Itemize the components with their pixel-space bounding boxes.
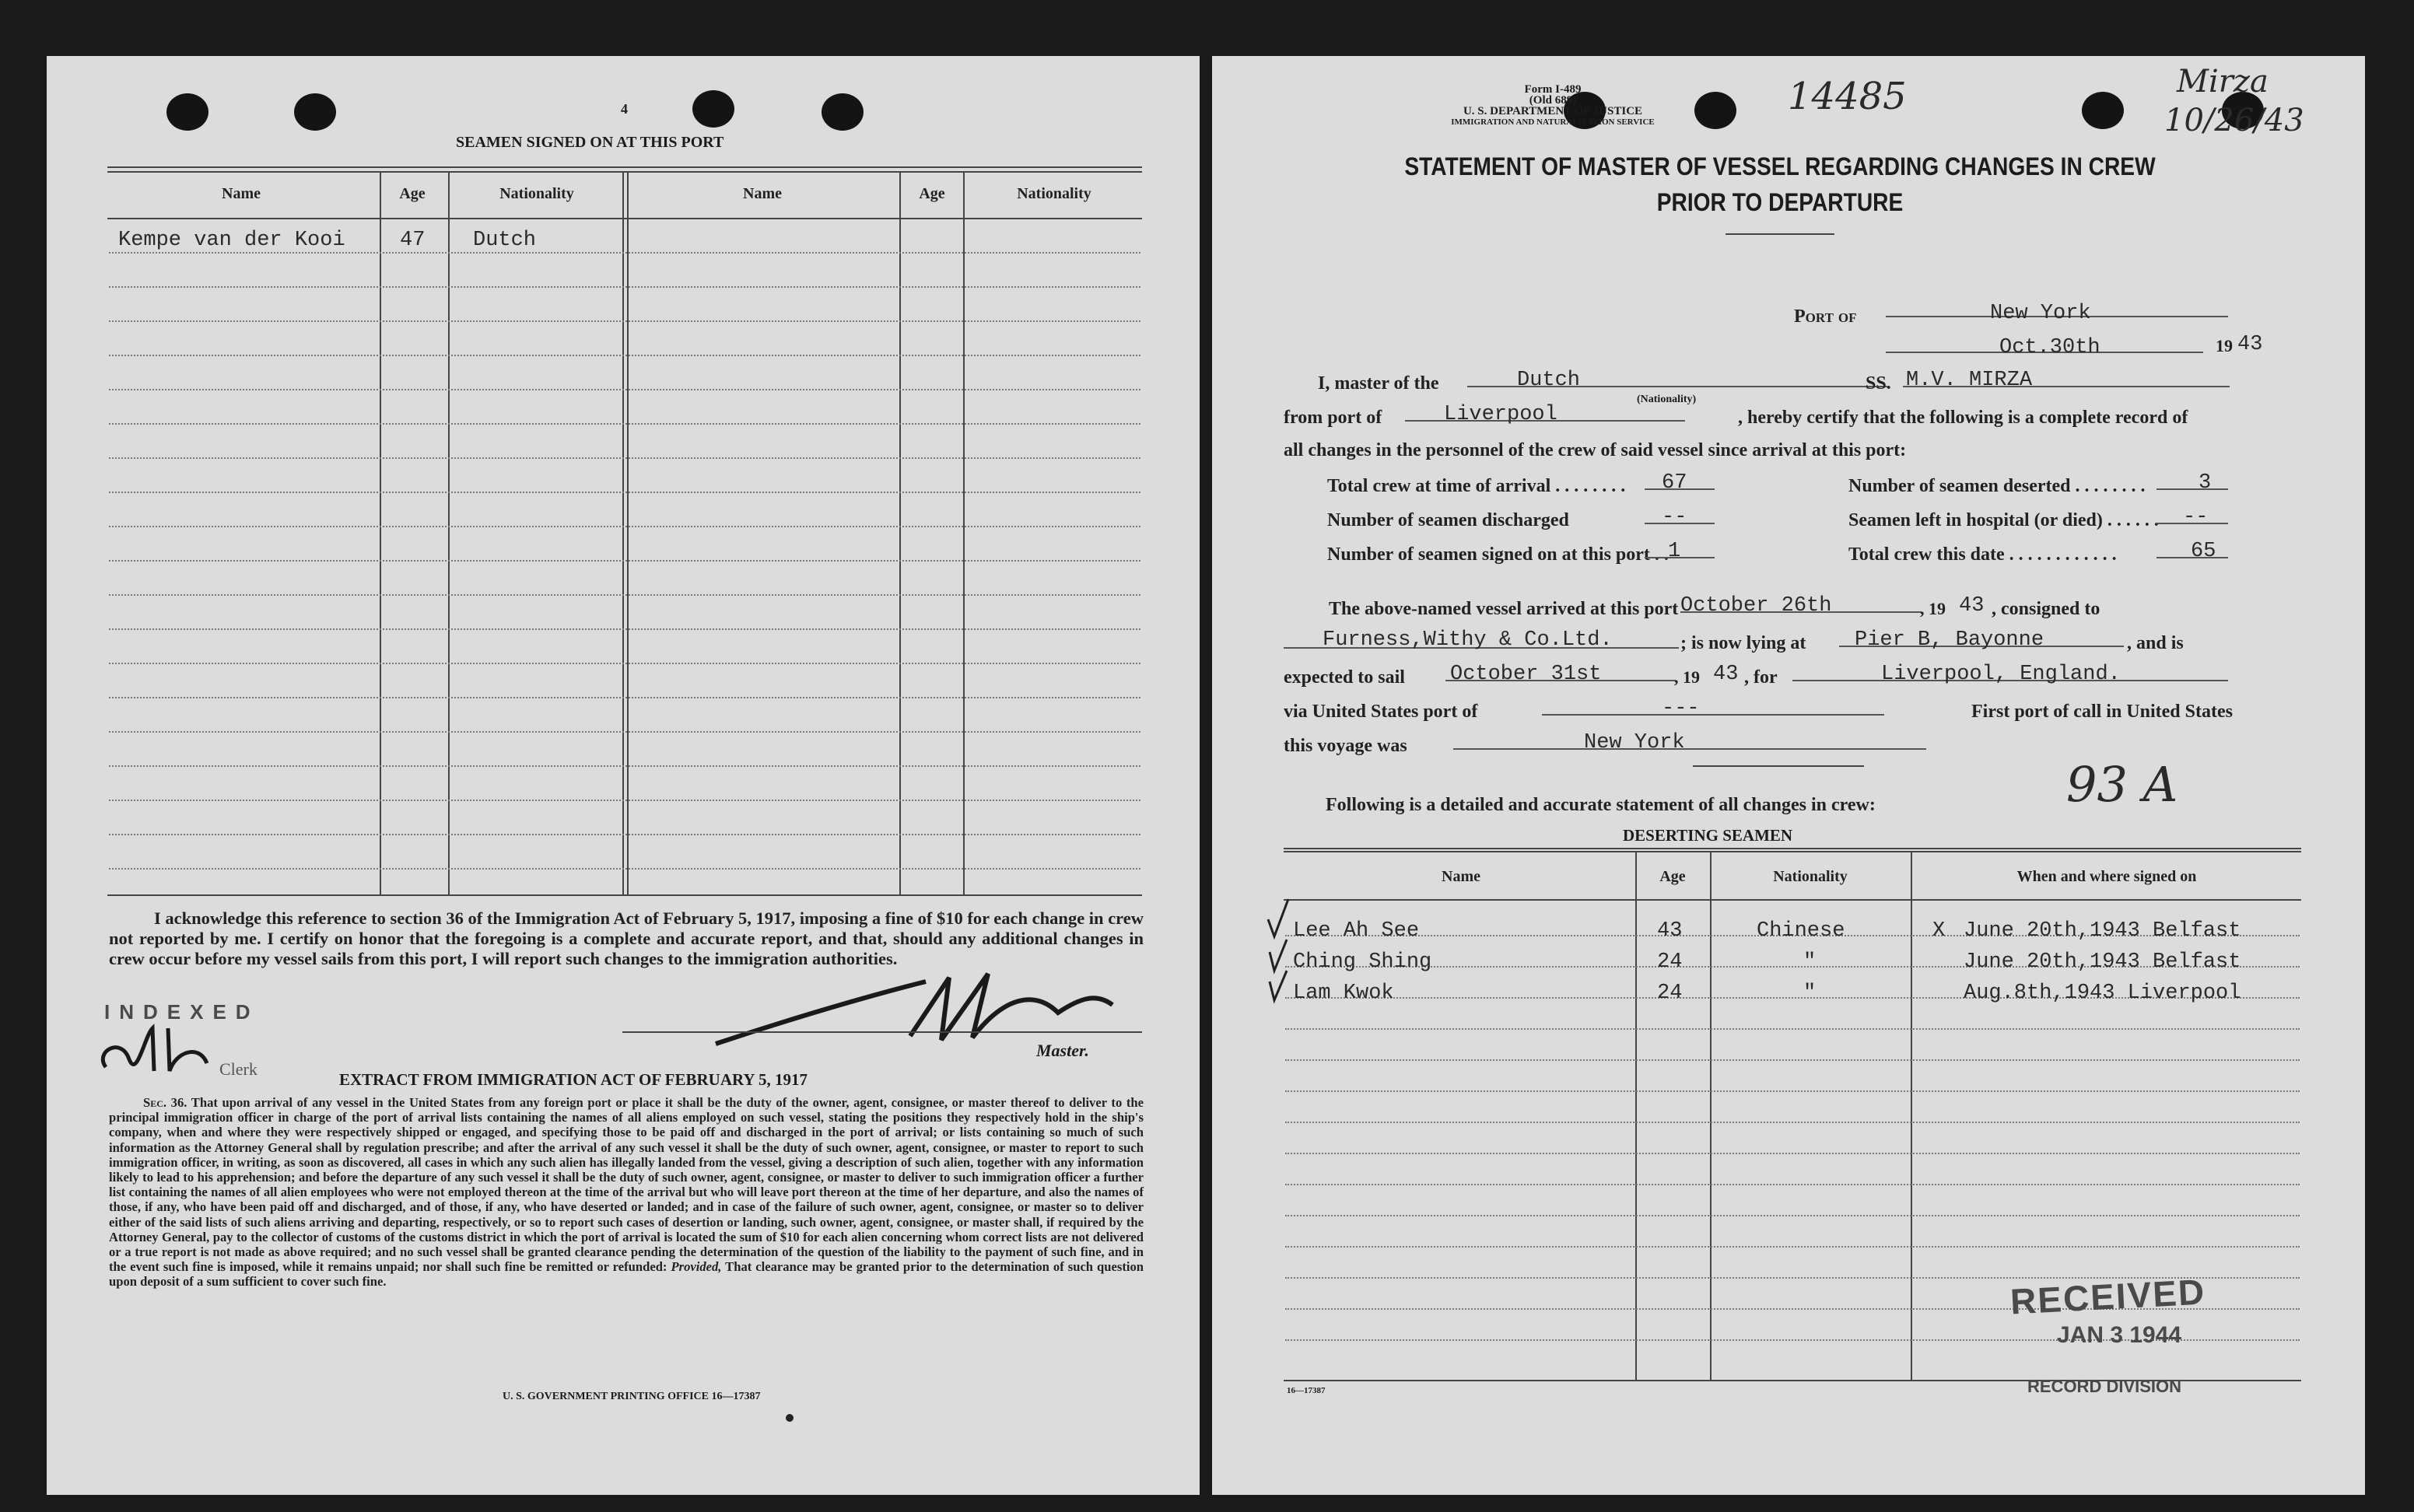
deserter-age: 43 bbox=[1657, 919, 1683, 943]
voyage-label: this voyage was bbox=[1284, 736, 1407, 756]
via-label: via United States port of bbox=[1284, 702, 1478, 722]
deserter-name: Ching Shing bbox=[1293, 950, 1432, 974]
vessel-type: SS. bbox=[1866, 373, 1891, 394]
handwritten-vessel-name: Mirza bbox=[2177, 64, 2269, 100]
x-mark-icon: X bbox=[1932, 919, 1946, 943]
column-header: Nationality bbox=[1773, 868, 1848, 885]
deserter-signed-on: June 20th,1943 Belfast bbox=[1964, 919, 2241, 943]
form-title-line2: PRIOR TO DEPARTURE bbox=[1656, 188, 1904, 216]
column-header: Nationality bbox=[1017, 185, 1091, 202]
following-text: Following is a detailed and accurate statement of all changes in crew: bbox=[1326, 795, 1876, 815]
port-label: Port of bbox=[1794, 306, 1857, 327]
nationality-caption: (Nationality) bbox=[1637, 394, 1697, 405]
stat-label: Number of seamen discharged bbox=[1327, 510, 1569, 530]
sail-year-prefix: , 19 bbox=[1674, 667, 1700, 687]
consigned-label: , consigned to bbox=[1992, 599, 2100, 619]
stat-label: Seamen left in hospital (or died) . . . . . . bbox=[1848, 510, 2159, 530]
stat-value: -- bbox=[2183, 506, 2209, 529]
extract-title: EXTRACT FROM IMMIGRATION ACT OF FEBRUARY 5, 1917 bbox=[339, 1070, 808, 1089]
date-value: Oct.30th bbox=[1999, 336, 2100, 359]
stat-label: Number of seamen signed on at this port . . bbox=[1327, 544, 1669, 565]
column-header: Name bbox=[222, 185, 261, 202]
deserter-age: 24 bbox=[1657, 950, 1683, 974]
footer-code: 16—17387 bbox=[1287, 1386, 1326, 1395]
arrived-year-prefix: , 19 bbox=[1920, 599, 1946, 618]
received-stamp-date: JAN 3 1944 bbox=[2057, 1322, 2182, 1348]
sail-value: October 31st bbox=[1450, 663, 1602, 686]
signed-on-name: Kempe van der Kooi bbox=[118, 229, 345, 252]
all-changes-text: all changes in the personnel of the crew of said vessel since arrival at this port: bbox=[1284, 440, 1907, 460]
column-header: Age bbox=[919, 185, 945, 202]
stat-label: Total crew this date . . . . . . . . . . . . bbox=[1848, 544, 2117, 565]
column-header: Name bbox=[1442, 868, 1480, 885]
first-port-label: First port of call in United States bbox=[1971, 702, 2233, 722]
year-value: 43 bbox=[2237, 333, 2263, 356]
column-header: When and where signed on bbox=[2016, 868, 2197, 885]
column-header: Name bbox=[743, 185, 782, 202]
arrived-year: 43 bbox=[1959, 594, 1985, 618]
deserter-name: Lee Ah See bbox=[1293, 919, 1420, 943]
page-number: 4 bbox=[621, 101, 628, 117]
deserter-nationality: " bbox=[1803, 950, 1817, 974]
arrived-value: October 26th bbox=[1680, 594, 1832, 618]
column-header: Age bbox=[1659, 868, 1686, 885]
clerk-initials-icon bbox=[90, 1020, 222, 1083]
stat-label: Total crew at time of arrival . . . . . . . . bbox=[1327, 476, 1626, 496]
column-header: Nationality bbox=[499, 185, 574, 202]
stat-value: 3 bbox=[2199, 471, 2212, 495]
deserting-title: DESERTING SEAMEN bbox=[1623, 826, 1793, 845]
lying-value: Pier B, Bayonne bbox=[1855, 628, 2044, 652]
stat-value: 1 bbox=[1668, 540, 1681, 563]
year-prefix: 19 bbox=[2216, 336, 2233, 355]
certify-text: , hereby certify that the following is a complete record of bbox=[1738, 408, 2188, 428]
handwritten-file-number: 14485 bbox=[1788, 75, 1907, 118]
sail-year: 43 bbox=[1713, 663, 1739, 686]
voyage-value: New York bbox=[1584, 731, 1685, 754]
deserter-signed-on: June 20th,1943 Belfast bbox=[1964, 950, 2241, 974]
punch-hole bbox=[1694, 92, 1736, 129]
destination-value: Liverpool, England. bbox=[1881, 663, 2121, 686]
section-title: SEAMEN SIGNED ON AT THIS PORT bbox=[456, 134, 724, 151]
received-stamp: RECEIVED bbox=[2009, 1271, 2207, 1322]
from-port-label: from port of bbox=[1284, 408, 1382, 428]
deserter-nationality: " bbox=[1803, 982, 1817, 1005]
punch-hole bbox=[166, 93, 208, 131]
form-header: Form I-489 (Old 689) U. S. DEPARTMENT OF JUSTICE IMMIGRATION AND NATURALIZATION SERVICE bbox=[1451, 83, 1655, 127]
from-port-value: Liverpool bbox=[1444, 403, 1557, 426]
stat-label: Number of seamen deserted . . . . . . . . bbox=[1848, 476, 2146, 496]
deserter-nationality: Chinese bbox=[1757, 919, 1845, 943]
master-label: Master. bbox=[1036, 1041, 1089, 1060]
punch-hole bbox=[822, 93, 864, 131]
for-label: , for bbox=[1744, 667, 1778, 688]
section-36-text: Sec. 36. That upon arrival of any vessel in the United States from any foreign port or place it shall be the duty of the owner, agent, consignee, or master thereof to deliver to the principal immigration officer in charge of the port of arrival lists containing the names of all aliens employed on such vessel, stating the positions they respectively hold in the ship's company, when and where they were respectively shipped or engaged, and specifying those to be paid off and discharged in the port of arrival; or lists containing so much of such information as the Attorney General shall by regulation prescribe; and after the arrival of any such vessel it shall be the duty of such owner, agent, consignee, or master to report to such immigration officer, in writing, as soon as discovered, all cases in which any such alien has illegally landed from the vessel, giving a description of such alien, together with any information likely to lead to his apprehension; and before the departure of any such vessel it shall be the duty of such owner, agent, consignee, or master to deliver to such immigration officer a further list containing the names of all alien employees who were not employed thereon at the time of the arrival but who will leave port thereon at the time of her departure, and also the names of those, if any, who have been paid off and discharged, and of those, if any, who have deserted or landed; and in case of the failure of such owner, agent, consignee, or master so to deliver either of the said lists of such aliens arriving and departing, respectively, or so to report such cases of desertion or landing, such owner, agent, consignee, or master shall, if required by the Attorney General, pay to the collector of customs of the customs district in which the port of arrival is located the sum of $10 for each alien concerning whom correct lists are not delivered or a true report is not made as above required; and no such vessel shall be granted clearance pending the determination of the question of the liability to the payment of such fine, and in the event such fine is imposed, while it remains unpaid; nor shall such fine be remitted or refunded: Provided, That clearance may be granted prior to the determination of such question upon deposit of a sum sufficient to cover such fine. bbox=[109, 1095, 1144, 1290]
sail-label: expected to sail bbox=[1284, 667, 1405, 688]
via-value: --- bbox=[1662, 697, 1700, 720]
indexed-stamp: INDEXED bbox=[104, 1000, 260, 1024]
vessel-name: M.V. MIRZA bbox=[1906, 369, 2033, 392]
punch-hole bbox=[692, 90, 734, 128]
nationality-value: Dutch bbox=[1517, 369, 1581, 392]
master-of-label: I, master of the bbox=[1318, 373, 1439, 394]
punch-hole bbox=[2082, 92, 2124, 129]
clerk-label: Clerk bbox=[219, 1059, 258, 1079]
handwritten-code: 93 A bbox=[2066, 756, 2178, 813]
deserter-age: 24 bbox=[1657, 982, 1683, 1005]
stat-value: 67 bbox=[1662, 471, 1687, 495]
arrived-label: The above-named vessel arrived at this port bbox=[1329, 599, 1679, 619]
checkmark-icon bbox=[1265, 896, 1296, 1020]
consignee-value: Furness,Withy & Co.Ltd. bbox=[1323, 628, 1613, 652]
deserter-name: Lam Kwok bbox=[1293, 982, 1394, 1005]
record-division-stamp: RECORD DIVISION bbox=[2027, 1377, 2182, 1396]
punch-hole bbox=[294, 93, 336, 131]
handwritten-date: 10/26/43 bbox=[2164, 103, 2304, 138]
acknowledgement-text: I acknowledge this reference to section 36 of the Immigration Act of February 5, 1917, imposing a fine of $10 for each change in crew not reported by me. I certify on honor that the foregoing is a complete and accurate report, and that, should any additional changes in crew occur before my vessel sails from this port, I will report such changes to the immigration authorities. bbox=[109, 908, 1144, 968]
signed-on-age: 47 bbox=[400, 229, 426, 252]
column-header: Age bbox=[399, 185, 426, 202]
right-page bbox=[1212, 56, 2365, 1495]
deserter-signed-on: Aug.8th,1943 Liverpool bbox=[1964, 982, 2241, 1005]
lying-label: ; is now lying at bbox=[1680, 633, 1806, 653]
signed-on-nationality: Dutch bbox=[473, 229, 537, 252]
form-title-line1: STATEMENT OF MASTER OF VESSEL REGARDING CHANGES IN CREW bbox=[1404, 152, 2156, 180]
stat-value: -- bbox=[1662, 506, 1687, 529]
printer-line: U. S. GOVERNMENT PRINTING OFFICE 16—17387 bbox=[503, 1391, 761, 1402]
stat-value: 65 bbox=[2191, 540, 2216, 563]
port-value: New York bbox=[1990, 302, 2091, 325]
and-is-label: , and is bbox=[2127, 633, 2184, 653]
left-page bbox=[47, 56, 1200, 1495]
